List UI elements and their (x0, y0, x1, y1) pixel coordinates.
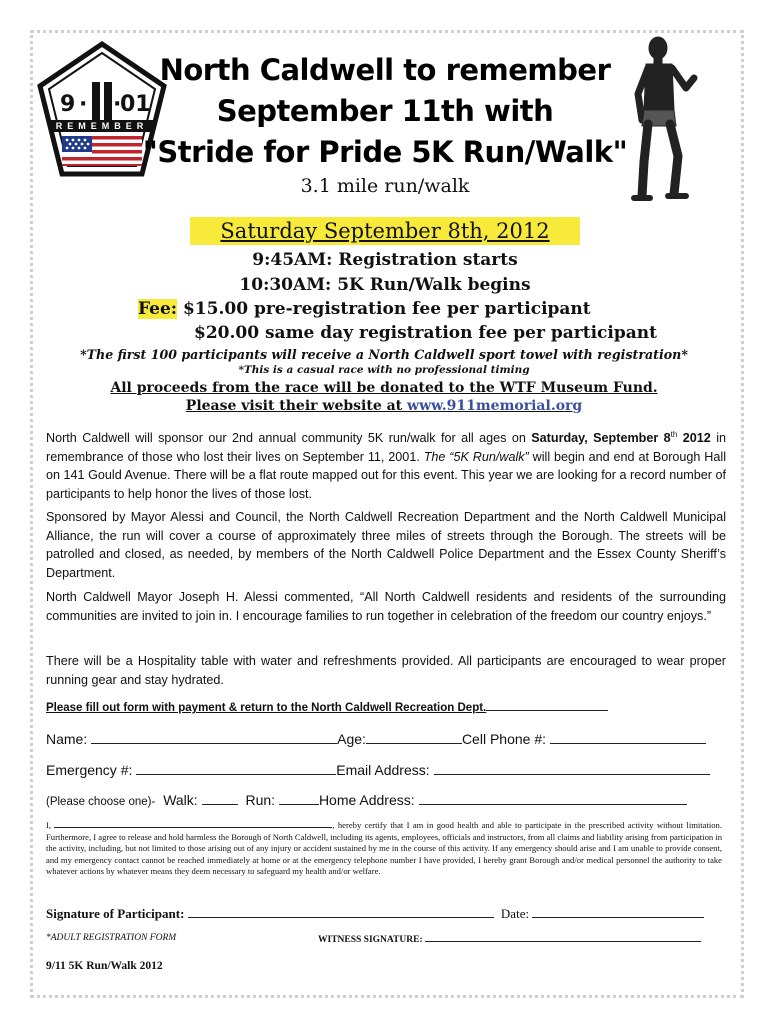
date-label: Date: (500, 906, 530, 921)
witness-row (318, 932, 701, 945)
start-time: 10:30AM: 5K Run/Walk begins (239, 275, 531, 295)
title-line-1: North Caldwell to remember (159, 53, 611, 87)
logo-dot-left: · (79, 92, 88, 117)
home-address-field[interactable] (419, 790, 687, 805)
date-field[interactable] (532, 903, 704, 918)
form-instruction (46, 699, 608, 714)
footer-title: 9/11 5K Run/Walk 2012 (46, 960, 163, 972)
name-field[interactable] (91, 729, 337, 744)
event-date: Saturday September 8th, 2012 (190, 217, 580, 245)
form-instruction-text: Please fill out form with payment & return to the North Caldwell Recreation Dept. (46, 702, 487, 714)
adult-note: *ADULT REGISTRATION FORM (46, 933, 177, 943)
towel-note: *The first 100 participants will receive a North Caldwell sport towel with registration* (80, 347, 688, 362)
signature-row (46, 903, 726, 922)
age-label: Age: (337, 731, 366, 747)
intro-date: Saturday, September 8 (531, 431, 671, 446)
intro-text-3: will begin and end at Borough Hall on 141 Gould Avenue. There will be a flat route mapped out for this event. This year we are looking for a record number of participants to help honor the lives of those lost. (46, 449, 726, 501)
instruction-underline (486, 699, 608, 711)
intro-italic: The “5K Run/walk” (423, 449, 529, 464)
intro-year: 2012 (682, 431, 711, 446)
title-line-2: September 11th with (216, 94, 554, 128)
title-line-3: "Stride for Pride 5K Run/Walk" (142, 135, 628, 169)
logo-dot-right: · (113, 92, 122, 117)
signature-label: Signature of Participant: (46, 906, 185, 921)
walk-field[interactable] (202, 790, 238, 805)
name-label: Name: (46, 731, 88, 747)
intro-text: North Caldwell will sponsor our 2nd annual community 5K run/walk for all ages on (46, 431, 532, 446)
website-link[interactable]: www.911memorial.org (407, 398, 583, 414)
form-row-emergency (46, 760, 726, 778)
intro-date-sup: th (670, 430, 678, 439)
waiver-body: , hereby certify that I am in good health and able to participate in the prescribed activity without limitation. Furthermore, I agree to release and hold harmless the Borough of North Caldwell, including its agents, employees, officials and instructors, from all claims and liability arising from participation in the activity, including, but not limited to those arising out of any injury or accident sustained by me in the course of this activity. If any emergency should arise and I am unable to provide consent, and my emergency contact cannot be reached immediately at home or at the emergency telephone number I have provided, I hereby grant Borough and/or medical personnel the authority to take whatever actions by whatever means they deem necessary to safeguard my health and/or welfare. (46, 820, 722, 877)
registration-time: 9:45AM: Registration starts (252, 250, 518, 270)
intro-text-2: in remembrance of those who lost their lives on September 11, 2001. (46, 431, 726, 464)
fee-row-pre (138, 299, 591, 319)
email-label: Email Address: (336, 762, 430, 778)
proceeds-note: All proceeds from the race will be donated to the WTF Museum Fund. (110, 380, 658, 396)
age-field[interactable] (366, 729, 462, 744)
fee-label: Fee: (138, 299, 178, 319)
subtitle: 3.1 mile run/walk (300, 175, 470, 197)
witness-signature-field[interactable] (425, 932, 701, 942)
form-row-choose (46, 790, 726, 808)
form-row-name (46, 729, 726, 747)
signature-field[interactable] (188, 903, 494, 918)
website-line (30, 398, 738, 414)
emergency-label: Emergency #: (46, 762, 133, 778)
logo-date-left: 9 (60, 92, 76, 117)
cell-phone-field[interactable] (550, 729, 706, 744)
run-label: Run: (245, 792, 276, 808)
emergency-field[interactable] (136, 760, 336, 775)
fee-same-day: $20.00 same day registration fee per participant (194, 323, 657, 343)
walk-label: Walk: (163, 792, 198, 808)
home-address-label: Home Address: (318, 792, 415, 808)
logo-remember-text: REMEMBER (55, 121, 149, 131)
waiver-text (46, 818, 722, 878)
paragraph-hospitality: There will be a Hospitality table with water and refreshments provided. All participants are encouraged to wear proper running gear and stay hydrated. (46, 654, 726, 687)
paragraph-intro (46, 426, 726, 503)
runner-icon (628, 34, 708, 204)
paragraph-mayor: North Caldwell Mayor Joseph H. Alessi commented, “All North Caldwell residents and residents of the surrounding communities are invited to join in. I encourage families to run together in celebration of the freedom our country enjoys.” (46, 590, 726, 623)
run-field[interactable] (279, 790, 319, 805)
email-field[interactable] (434, 760, 710, 775)
logo-date-right: 01 (120, 92, 151, 117)
website-prefix: Please visit their website at (185, 398, 408, 414)
choose-label: (Please choose one)- (46, 796, 156, 808)
waiver-name-field[interactable] (54, 818, 332, 828)
cell-label: Cell Phone #: (461, 731, 546, 747)
casual-note: *This is a casual race with no professional timing (238, 364, 530, 376)
waiver-prefix: I, (46, 820, 55, 830)
witness-label: WITNESS SIGNATURE: (318, 935, 423, 945)
paragraph-sponsors: Sponsored by Mayor Alessi and Council, the North Caldwell Recreation Department and the North Caldwell Municipal Alliance, the run will cover a course of approximately three miles of streets through the Borough. The streets will be patrolled and closed, as needed, by members of the North Caldwell Police Department and the Essex County Sheriff’s Department. (46, 510, 726, 580)
fee-pre: $15.00 pre-registration fee per participant (182, 299, 591, 319)
